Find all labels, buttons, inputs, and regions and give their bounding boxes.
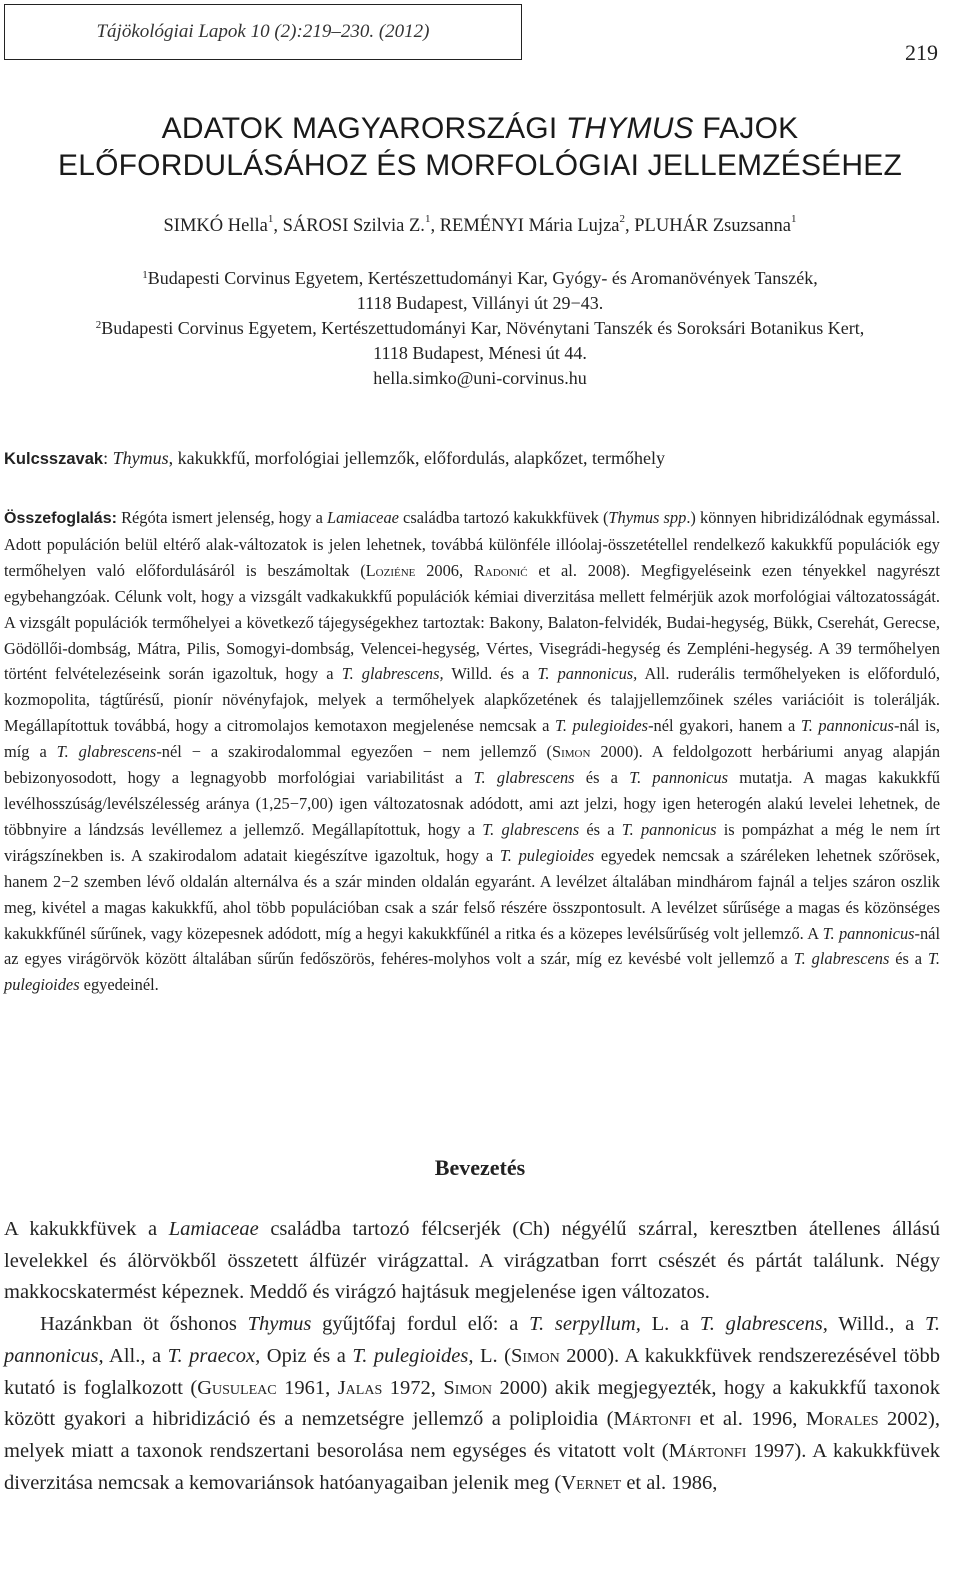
author: SÁROSI Szilvia Z.	[282, 216, 425, 236]
taxon: T. serpyllum,	[529, 1313, 641, 1336]
text: egyedek nemcsak a száréleken lehetnek szőrösek, hanem 2−2 szemben lévő oldalán alternálva és a szár minden oldalán egyaránt. A levélzet általában mindhárom fajnál a teljes száron oszlik meg, kivétel a magas kakukkfű, ahol több populációban csak a szár felső részére összpontosult. A levélzet sűrűsége a magas és közönséges kakukkfűnél sűrűnek, vagy közepesnek adódott, míg a hegyi kakukkfűnél a ritka és a közepes levélsűrűség volt jellemző. A	[4, 845, 940, 943]
text: et al. 1996,	[691, 1408, 806, 1431]
text: 2000). A kakukkfüvek rendszerezésével több kutató is foglalkozott (	[4, 1344, 941, 1399]
journal-citation-box	[4, 4, 522, 60]
affiliation-2-line-1	[0, 316, 960, 341]
affiliations	[0, 266, 960, 391]
text: és a	[574, 768, 630, 788]
cited-author: Simon	[551, 742, 591, 762]
taxon: Lamiaceae	[327, 508, 399, 527]
taxon: T. pannonicus	[621, 819, 717, 839]
affiliation-1-line-1	[0, 266, 960, 291]
text: All., a	[103, 1344, 168, 1367]
text: -nál az egyes virágörvök között általában sűrűn fedőszörös, fehéres-molyhos volt a szár, míg ez kevésbé volt jellemző a	[4, 923, 941, 969]
taxon: T. glabrescens	[56, 742, 157, 762]
text: egyedeinél.	[79, 975, 159, 995]
author-sep: ,	[273, 216, 283, 236]
text: és a	[889, 949, 928, 969]
journal-citation: Tájökológiai Lapok 10 (2):219–230. (2012)	[96, 21, 430, 42]
taxon: T. glabrescens	[793, 949, 890, 969]
article-title	[0, 110, 960, 184]
page-number: 219	[905, 40, 938, 65]
text: -nél − a szakirodalommal egyezően − nem jellemző (	[156, 742, 552, 762]
author: REMÉNYI Mária Lujza	[439, 216, 620, 236]
taxon: T. pulegioides	[554, 716, 649, 736]
taxon: T. pannonicus	[629, 768, 729, 788]
taxon: T. pulegioides	[499, 845, 595, 865]
introduction-body	[4, 1214, 940, 1499]
taxon: T. glabrescens	[473, 768, 575, 788]
affiliation-1-line-2: 1118 Budapest, Villányi út 29−43.	[356, 293, 604, 313]
author-affil-mark: 1	[424, 213, 431, 225]
text: Willd. és a	[443, 664, 538, 684]
text: Hazánkban öt őshonos	[40, 1313, 248, 1336]
text: Régóta ismert jelenség, hogy a	[116, 508, 327, 527]
cited-author: Radonić	[473, 560, 528, 580]
taxon: Thymus spp	[608, 508, 687, 527]
taxon: T. glabrescens,	[341, 664, 444, 684]
title-genus: THYMUS	[565, 112, 694, 145]
author-sep: ,	[430, 216, 440, 236]
taxon: T. praecox,	[167, 1344, 261, 1367]
text: és a	[579, 819, 622, 839]
taxon: Lamiaceae	[168, 1218, 259, 1240]
keyword-genus: Thymus	[112, 448, 169, 468]
title-text: ADATOK MAGYARORSZÁGI	[161, 112, 566, 145]
author-sep: ,	[625, 216, 635, 236]
text: Opiz és a	[260, 1344, 353, 1367]
taxon: T. pulegioides	[4, 949, 940, 995]
cited-author: Mártonfi	[668, 1439, 747, 1462]
text: 1972,	[382, 1376, 444, 1399]
cited-author: Simon	[443, 1376, 493, 1399]
abstract-label: Összefoglalás:	[4, 510, 117, 527]
abstract-paragraph	[4, 505, 940, 998]
text: 1961,	[276, 1376, 338, 1399]
cited-author: Mártonfi	[613, 1408, 692, 1431]
intro-paragraph-1	[4, 1214, 940, 1309]
author-list	[0, 213, 960, 237]
text: 2000). A feldolgozott herbáriumi anyag alapján bebizonyosodott, hogy a legnagyobb morfológiai variabilitást a	[4, 742, 941, 788]
text: et al. 2008). Megfigyeléseink ezen tényekkel nagyrészt egybehangzóak. Célunk volt, hogy a vizsgált vadkakukkfű populációk kémiai diverzitása mellett felmérjük azok morfológiai változatosságát. A vizsgált populációk termőhelyei a következő tájegységekhez tartoztak: Bakony, Balaton-felvidék, Budai-hegység, Bükk, Cserehát, Gerecse, Gödöllői-dombság, Mátra, Pilis, Somogyi-dombság, Velencei-hegység, Vértes, Visegrádi-hegység és Zempléni-hegység. A 39 termőhelyen történt felvételezéseink során igazoltuk, hogy a	[4, 560, 940, 684]
text: et al. 1986,	[621, 1471, 718, 1494]
text: családba tartozó kakukkfüvek (	[398, 508, 609, 527]
author: PLUHÁR Zsuzsanna	[634, 216, 791, 236]
intro-paragraph-2	[4, 1309, 940, 1499]
title-text: FAJOK	[693, 112, 799, 145]
text: 2002), melyek miatt a taxonok rendszertani besorolása nem egységes és vitatott volt (	[4, 1408, 941, 1462]
text: All. ruderális termőhelyeken is előforduló, kozmopolita, tágtűrésű, pionír növényfajok, melyek a termőhelyek alapkőzetének és talajjellemzőinek széles variációit is tolerálják. Megállapítottuk továbbá, hogy a citromolajos kemotaxon megjelenése nemcsak a	[4, 664, 940, 736]
text: A kakukkfüvek a	[4, 1218, 169, 1240]
author-affil-mark: 1	[790, 213, 797, 225]
cited-author: Simon	[510, 1344, 560, 1367]
text: családba tartozó félcserjék (Ch) négyélű szárral, keresztben átellenes állású levelekkel és álörvökből összetett álfüzér virágzattal. A virágzatban forrt csészét és pártát találunk. Négy makkocskatermést képeznek. Meddő és virágzó hajtásuk megjelenése igen változatos.	[4, 1218, 941, 1304]
title-line-2: ELŐFORDULÁSÁHOZ ÉS MORFOLÓGIAI JELLEMZÉSÉHEZ	[58, 149, 902, 182]
text: 2000) akik megjegyezték, hogy a kakukkfű taxonok között gyakori a hibridizáció és a nemzetségre jellemző a poliploidia (	[4, 1376, 941, 1431]
title-line-1	[0, 110, 960, 147]
text: Willd., a	[827, 1313, 925, 1336]
taxon: T. pannonicus	[822, 923, 915, 943]
affil-text: Budapesti Corvinus Egyetem, Kertészettudományi Kar, Gyógy- és Aromanövények Tanszék,	[147, 268, 818, 288]
text: 2006,	[415, 560, 474, 580]
abstract	[4, 505, 940, 998]
taxon: T. glabrescens,	[699, 1313, 828, 1336]
taxon: T. glabrescens	[482, 819, 580, 839]
section-heading-introduction: Bevezetés	[434, 1155, 526, 1180]
cited-author: Gusuleac	[197, 1376, 277, 1399]
text: 1997). A kakukkfüvek diverzitása nemcsak a kemovariánsok hatóanyagaiban jelenik meg (	[4, 1439, 940, 1494]
affil-mark: 2	[95, 319, 102, 331]
affiliation-2-line-2: 1118 Budapest, Ménesi út 44.	[373, 343, 587, 363]
text: -nél gyakori, hanem a	[648, 716, 801, 736]
cited-author: Jalas	[337, 1376, 383, 1399]
taxon: T. pulegioides,	[352, 1344, 474, 1367]
taxon: T. pannonicus,	[537, 664, 638, 684]
keywords-colon: :	[103, 448, 113, 468]
author: SIMKÓ Hella	[163, 216, 268, 236]
taxon: T. pannonicus	[800, 716, 894, 736]
author-affil-mark: 1	[267, 213, 274, 225]
cited-author: Vernet	[561, 1471, 622, 1494]
text: is pompázhat a még le nem írt virágszínekben is. A szakirodalom adatait kiegészítve igazoltuk, hogy a	[4, 819, 941, 865]
text: -nál is, míg a	[4, 716, 940, 762]
text: L. (	[473, 1344, 511, 1367]
text: .) könnyen hibridizálódnak egymással. Adott populáción belül eltérő alak-változatok is jelen lehetnek, továbbá különféle illóolaj-összetétellel rendelkező kakukkfű populációk egy termőhelyen való előfordulásáról is beszámoltak (	[4, 508, 940, 580]
cited-author: Loziéne	[365, 560, 416, 580]
text: gyűjtőfaj fordul elő: a	[311, 1313, 530, 1336]
affil-mark: 1	[142, 269, 148, 281]
email: hella.simko@uni-corvinus.hu	[373, 368, 587, 388]
taxon: T. pannonicus,	[4, 1313, 940, 1367]
author-affil-mark: 2	[619, 213, 625, 225]
affil-text: Budapesti Corvinus Egyetem, Kertészettudományi Kar, Növénytani Tanszék és Soroksári Botanikus Kert,	[101, 318, 865, 338]
text: L. a	[640, 1313, 700, 1336]
keywords-label: Kulcsszavak	[4, 450, 104, 468]
keywords	[4, 448, 940, 469]
text: mutatja. A magas kakukkfű levélhosszúság/levélszélesség aránya (1,25−7,00) igen változatosnak adódott, ami azt jelzi, hogy igen heterogén alakú levelei lehetnek, de többnyire a lándzsás levéllemez a jellemző. Megállapítottuk, hogy a	[4, 768, 941, 839]
cited-author: Morales	[805, 1408, 879, 1431]
keywords-text: , kakukkfű, morfológiai jellemzők, előfordulás, alapkőzet, termőhely	[168, 448, 665, 468]
taxon: Thymus	[247, 1313, 312, 1336]
